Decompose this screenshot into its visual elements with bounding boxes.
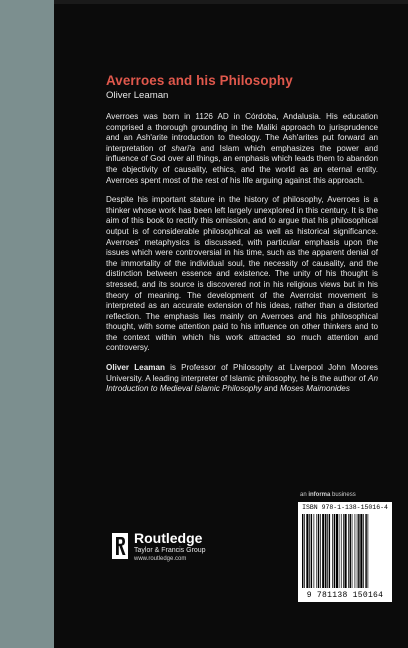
bio-text-a: is Professor of Philosophy at Liverpool John Moores University. A leading interpreter of Islamic philosophy, he is the author of xyxy=(106,363,378,383)
barcode-bar xyxy=(348,514,349,588)
barcode-bar xyxy=(316,514,317,588)
bio-book-2: Moses Maimonides xyxy=(279,384,350,394)
barcode-number: 9 781138 150164 xyxy=(306,591,384,600)
barcode-bar xyxy=(318,514,319,588)
blurb-p1-term: sharī'a xyxy=(171,143,196,153)
barcode-bar xyxy=(327,514,328,588)
bio-book-1: An Introduction to Medieval Islamic Philosophy xyxy=(106,373,378,394)
barcode-bar xyxy=(344,514,346,588)
barcode-bar xyxy=(343,514,344,588)
barcode-bar xyxy=(322,514,324,588)
publisher-url: www.routledge.com xyxy=(134,556,187,562)
informa-tagline xyxy=(300,492,356,498)
barcode-bar xyxy=(325,514,326,588)
top-edge xyxy=(54,0,408,4)
barcode-bar xyxy=(306,514,308,588)
barcode-bar xyxy=(332,514,333,588)
book-author: Oliver Leaman xyxy=(106,90,169,101)
author-bio xyxy=(106,363,378,395)
book-title: Averroes and his Philosophy xyxy=(106,73,293,88)
blurb-paragraph-1 xyxy=(106,112,378,186)
barcode-bar xyxy=(311,514,312,588)
barcode-bar xyxy=(368,514,369,588)
barcode-bar xyxy=(350,514,351,588)
barcode-bar xyxy=(352,514,353,588)
barcode-bar xyxy=(314,514,315,588)
barcode-bars xyxy=(302,514,388,588)
bio-name: Oliver Leaman xyxy=(106,363,165,373)
barcode-bar xyxy=(339,514,340,588)
informa-prefix: an xyxy=(300,492,309,498)
barcode-bar xyxy=(320,514,321,588)
routledge-logo-icon xyxy=(112,533,128,559)
barcode-bar xyxy=(336,514,338,588)
blurb-p1-start: Averroes was born in 1126 AD in Córdoba, Andalusia. His education comprised a thorough grounding in the Maliki approach to jurisprudence and an Ash'arite introduction to theology. The Ash'arites put forward an interpretation of xyxy=(106,112,378,153)
barcode-bar xyxy=(360,514,362,588)
bio-text-b: and xyxy=(261,384,280,394)
publisher-group: Taylor & Francis Group xyxy=(134,547,206,554)
barcode-bar xyxy=(357,514,358,588)
informa-brand: informa xyxy=(308,492,331,498)
barcode-bar xyxy=(365,514,366,588)
cover-text xyxy=(106,73,378,404)
spine-band xyxy=(0,0,54,648)
informa-suffix: business xyxy=(330,492,356,498)
barcode-bar xyxy=(363,514,364,588)
barcode-bar xyxy=(358,514,359,588)
blurb-paragraph-2: Despite his important stature in the history of philosophy, Averroes is a thinker whose work has been left largely unexplored in this century. It is the aim of this book to rectify this omission, and to argue that his philosophical output is of considerable philosophical as well as historical significance. Averroes' metaphysics is discussed, with particular emphasis upon the issues which were controversial in his time, such as the apparent denial of the immortality of the individual soul, the necessity of causality, and the distinction between essence and existence. The unity of his thought is stressed, and its source is discovered not in his religious views but in his theory of meaning. The development of the Averroist movement is interpreted as an accurate extension of his ideas, rather than a distorted reflection. The emphasis lies mainly on Averroes and his philosophical thought, with some attention paid to his influence on other thinkers and to the context within which his work attracted so much attention and controversy. xyxy=(106,195,378,353)
barcode-bar xyxy=(334,514,335,588)
barcode-bar xyxy=(304,514,305,588)
barcode-bar xyxy=(329,514,330,588)
barcode-bar xyxy=(302,514,303,588)
barcode-bar xyxy=(341,514,342,588)
barcode xyxy=(298,502,392,602)
barcode-bar xyxy=(309,514,310,588)
isbn-text: ISBN 978-1-138-15016-4 xyxy=(302,504,388,511)
publisher-name: Routledge xyxy=(134,530,203,546)
barcode-bar xyxy=(355,514,356,588)
publisher-brand xyxy=(134,531,206,563)
blurb-p1-end: and Islam which emphasizes the power and influence of God over all things, an emphasis which leads them to abandon the objectivity of causality, ethics, and the world as an eternal entity. Averroes spent most of the rest of his life arguing against this approach. xyxy=(106,143,378,185)
